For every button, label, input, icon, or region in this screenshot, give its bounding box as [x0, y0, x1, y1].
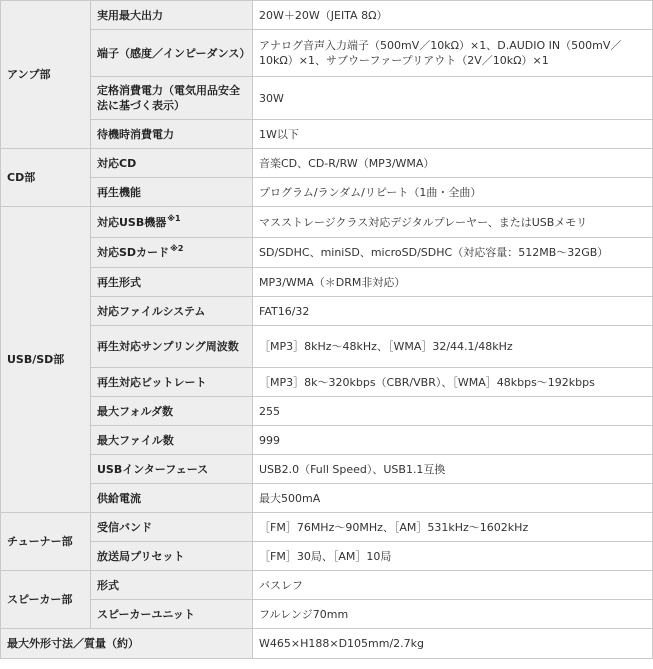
table-row — [1, 397, 653, 426]
table-row — [1, 484, 653, 513]
spec-value: 音楽CD、CD-R/RW（MP3/WMA） — [253, 149, 653, 178]
table-row — [1, 629, 653, 659]
dimensions-label: 最大外形寸法／質量（約） — [1, 629, 253, 659]
spec-label: 再生機能 — [91, 178, 253, 207]
spec-value: 255 — [253, 397, 653, 426]
table-row — [1, 30, 653, 77]
spec-value: SD/SDHC、miniSD、microSD/SDHC（対応容量：512MB～32GB） — [253, 238, 653, 268]
spec-label: スピーカーユニット — [91, 600, 253, 629]
table-row — [1, 571, 653, 600]
spec-label-usb-device — [91, 207, 253, 238]
spec-value: ［MP3］8k～320kbps（CBR/VBR）、［WMA］48kbps～192kbps — [253, 368, 653, 397]
spec-label-sd-card — [91, 238, 253, 268]
table-row — [1, 149, 653, 178]
spec-value: 30W — [253, 77, 653, 120]
category-usb-sd: USB/SD部 — [1, 207, 91, 513]
table-row — [1, 297, 653, 326]
footnote-mark: ※2 — [170, 244, 184, 254]
spec-value: 999 — [253, 426, 653, 455]
table-row — [1, 426, 653, 455]
spec-value: バスレフ — [253, 571, 653, 600]
category-speaker: スピーカー部 — [1, 571, 91, 629]
spec-label: 待機時消費電力 — [91, 120, 253, 149]
spec-label: 再生対応サンプリング周波数 — [91, 326, 253, 368]
spec-value: FAT16/32 — [253, 297, 653, 326]
dimensions-value: W465×H188×D105mm/2.7kg — [253, 629, 653, 659]
spec-value: MP3/WMA（＊DRM非対応） — [253, 268, 653, 297]
spec-value: 1W以下 — [253, 120, 653, 149]
spec-value: ［MP3］8kHz～48kHz、［WMA］32/44.1/48kHz — [253, 326, 653, 368]
spec-value: 最大500mA — [253, 484, 653, 513]
spec-label: 対応ファイルシステム — [91, 297, 253, 326]
table-row — [1, 326, 653, 368]
table-row — [1, 238, 653, 268]
spec-label: 放送局プリセット — [91, 542, 253, 571]
spec-label: 再生形式 — [91, 268, 253, 297]
spec-label: 対応CD — [91, 149, 253, 178]
table-row — [1, 600, 653, 629]
footnote-mark: ※1 — [167, 213, 181, 223]
spec-value: プログラム/ランダム/リピート（1曲・全曲） — [253, 178, 653, 207]
spec-label: USBインターフェース — [91, 455, 253, 484]
category-amp: アンプ部 — [1, 1, 91, 149]
spec-label: 形式 — [91, 571, 253, 600]
spec-label-text: 対応USB機器 — [97, 215, 167, 229]
spec-label-text: 対応SDカード — [97, 246, 170, 259]
category-cd: CD部 — [1, 149, 91, 207]
spec-label: 最大ファイル数 — [91, 426, 253, 455]
spec-label: 供給電流 — [91, 484, 253, 513]
spec-value: ［FM］76MHz～90MHz、［AM］531kHz～1602kHz — [253, 513, 653, 542]
table-row — [1, 120, 653, 149]
table-row — [1, 513, 653, 542]
table-row — [1, 455, 653, 484]
spec-value: フルレンジ70mm — [253, 600, 653, 629]
table-row — [1, 178, 653, 207]
spec-label: 実用最大出力 — [91, 1, 253, 30]
category-tuner: チューナー部 — [1, 513, 91, 571]
spec-value: ［FM］30局、［AM］10局 — [253, 542, 653, 571]
table-row — [1, 542, 653, 571]
spec-value: USB2.0（Full Speed）、USB1.1互換 — [253, 455, 653, 484]
spec-label: 受信バンド — [91, 513, 253, 542]
table-row — [1, 207, 653, 238]
spec-label: 最大フォルダ数 — [91, 397, 253, 426]
table-row — [1, 268, 653, 297]
table-row — [1, 368, 653, 397]
spec-value: アナログ音声入力端子（500mV／10kΩ）×1、D.AUDIO IN（500mV／10kΩ）×1、サブウーファープリアウト（2V／10kΩ）×1 — [253, 30, 653, 77]
spec-value: マスストレージクラス対応デジタルプレーヤー、またはUSBメモリ — [253, 207, 653, 238]
table-row — [1, 77, 653, 120]
table-row — [1, 1, 653, 30]
spec-label: 再生対応ビットレート — [91, 368, 253, 397]
spec-label: 端子（感度／インピーダンス） — [91, 30, 253, 77]
spec-label: 定格消費電力（電気用品安全法に基づく表示） — [91, 77, 253, 120]
spec-value: 20W＋20W（JEITA 8Ω） — [253, 1, 653, 30]
